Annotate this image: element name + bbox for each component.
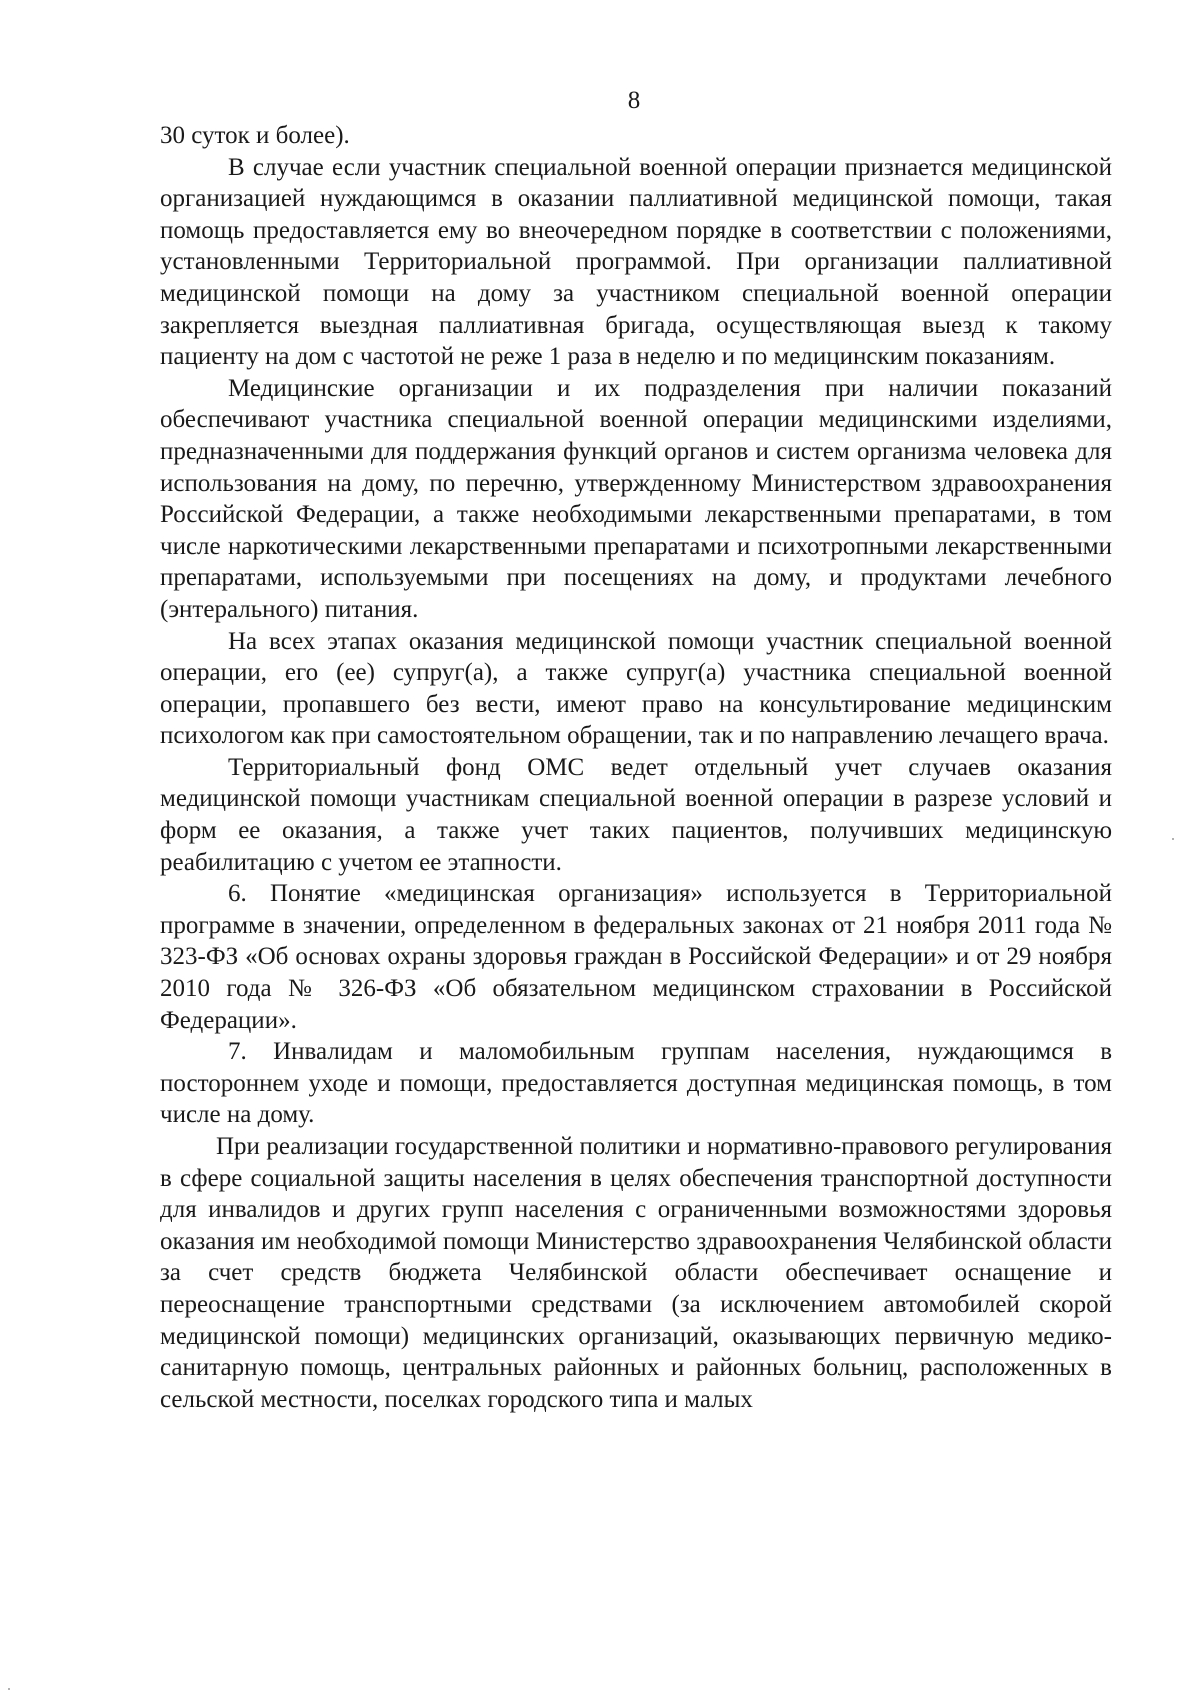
scan-speck — [1172, 838, 1174, 840]
scan-speck — [8, 1688, 10, 1690]
paragraph-palliative-care: В случае если участник специальной военной операции признается медицинской организацией нуждающимся в оказании паллиативной медицинской помощи, такая помощь предоставляется ему во внеочередном порядке в соответствии с положениями, установленными Территориальной программой. При организации паллиативной медицинской помощи на дому за участником специальной военной операции закрепляется выездная паллиативная бригада, осуществляющая выезд к такому пациенту на дом с частотой не реже 1 раза в неделю и по медицинским показаниям. — [160, 153, 1112, 371]
paragraph-psychologist-consultation: На всех этапах оказания медицинской помощи участник специальной военной операции, его (ее) супруг(а), а также супруг(а) участника специальной военной операции, пропавшего без вести, имеют право на консультирование медицинским психологом как при самостоятельном обращении, так и по направлению лечащего врача. — [160, 627, 1112, 750]
paragraph-item-6: 6. Понятие «медицинская организация» используется в Территориальной программе в значении, определенном в федеральных законах от 21 ноября 2011 года № 323-ФЗ «Об основах охраны здоровья граждан в Российской Федерации» и от 29 ноября 2010 года № 326-ФЗ «Об обязательном медицинском страховании в Российской Федерации». — [160, 880, 1112, 1034]
paragraph-oms-accounting: Территориальный фонд ОМС ведет отдельный учет случаев оказания медицинской помощи участникам специальной военной операции в разрезе условий и форм ее оказания, а также учет таких пациентов, получивших медицинскую реабилитацию с учетом ее этапности. — [160, 753, 1112, 876]
document-body — [160, 120, 1112, 1415]
page-number: 8 — [627, 87, 641, 114]
paragraph-item-7: 7. Инвалидам и маломобильным группам населения, нуждающимся в постороннем уходе и помощи, предоставляется доступная медицинская помощь, в том числе на дому. — [160, 1038, 1112, 1129]
paragraph-transport-accessibility: При реализации государственной политики и нормативно-правового регулирования в сфере социальной защиты населения в целях обеспечения транспортной доступности для инвалидов и других групп населения с ограниченными возможностями здоровья оказания им необходимой помощи Министерство здравоохранения Челябинской области за счет средств бюджета Челябинской области обеспечивает оснащение и переоснащение транспортными средствами (за исключением автомобилей скорой медицинской помощи) медицинских организаций, оказывающих первичную медико-санитарную помощь, центральных районных и районных больниц, расположенных в сельской местности, поселках городского типа и малых — [160, 1133, 1112, 1413]
paragraph-medical-devices: Медицинские организации и их подразделения при наличии показаний обеспечивают участника специальной военной операции медицинскими изделиями, предназначенными для поддержания функций органов и систем организма человека для использования на дому, по перечню, утвержденному Министерством здравоохранения Российской Федерации, а также необходимыми лекарственными препаратами, в том числе наркотическими лекарственными препаратами и психотропными лекарственными препаратами, используемыми при посещениях на дому, и продуктами лечебного (энтерального) питания. — [160, 374, 1112, 623]
paragraph-continuation: 30 суток и более). — [160, 122, 350, 149]
